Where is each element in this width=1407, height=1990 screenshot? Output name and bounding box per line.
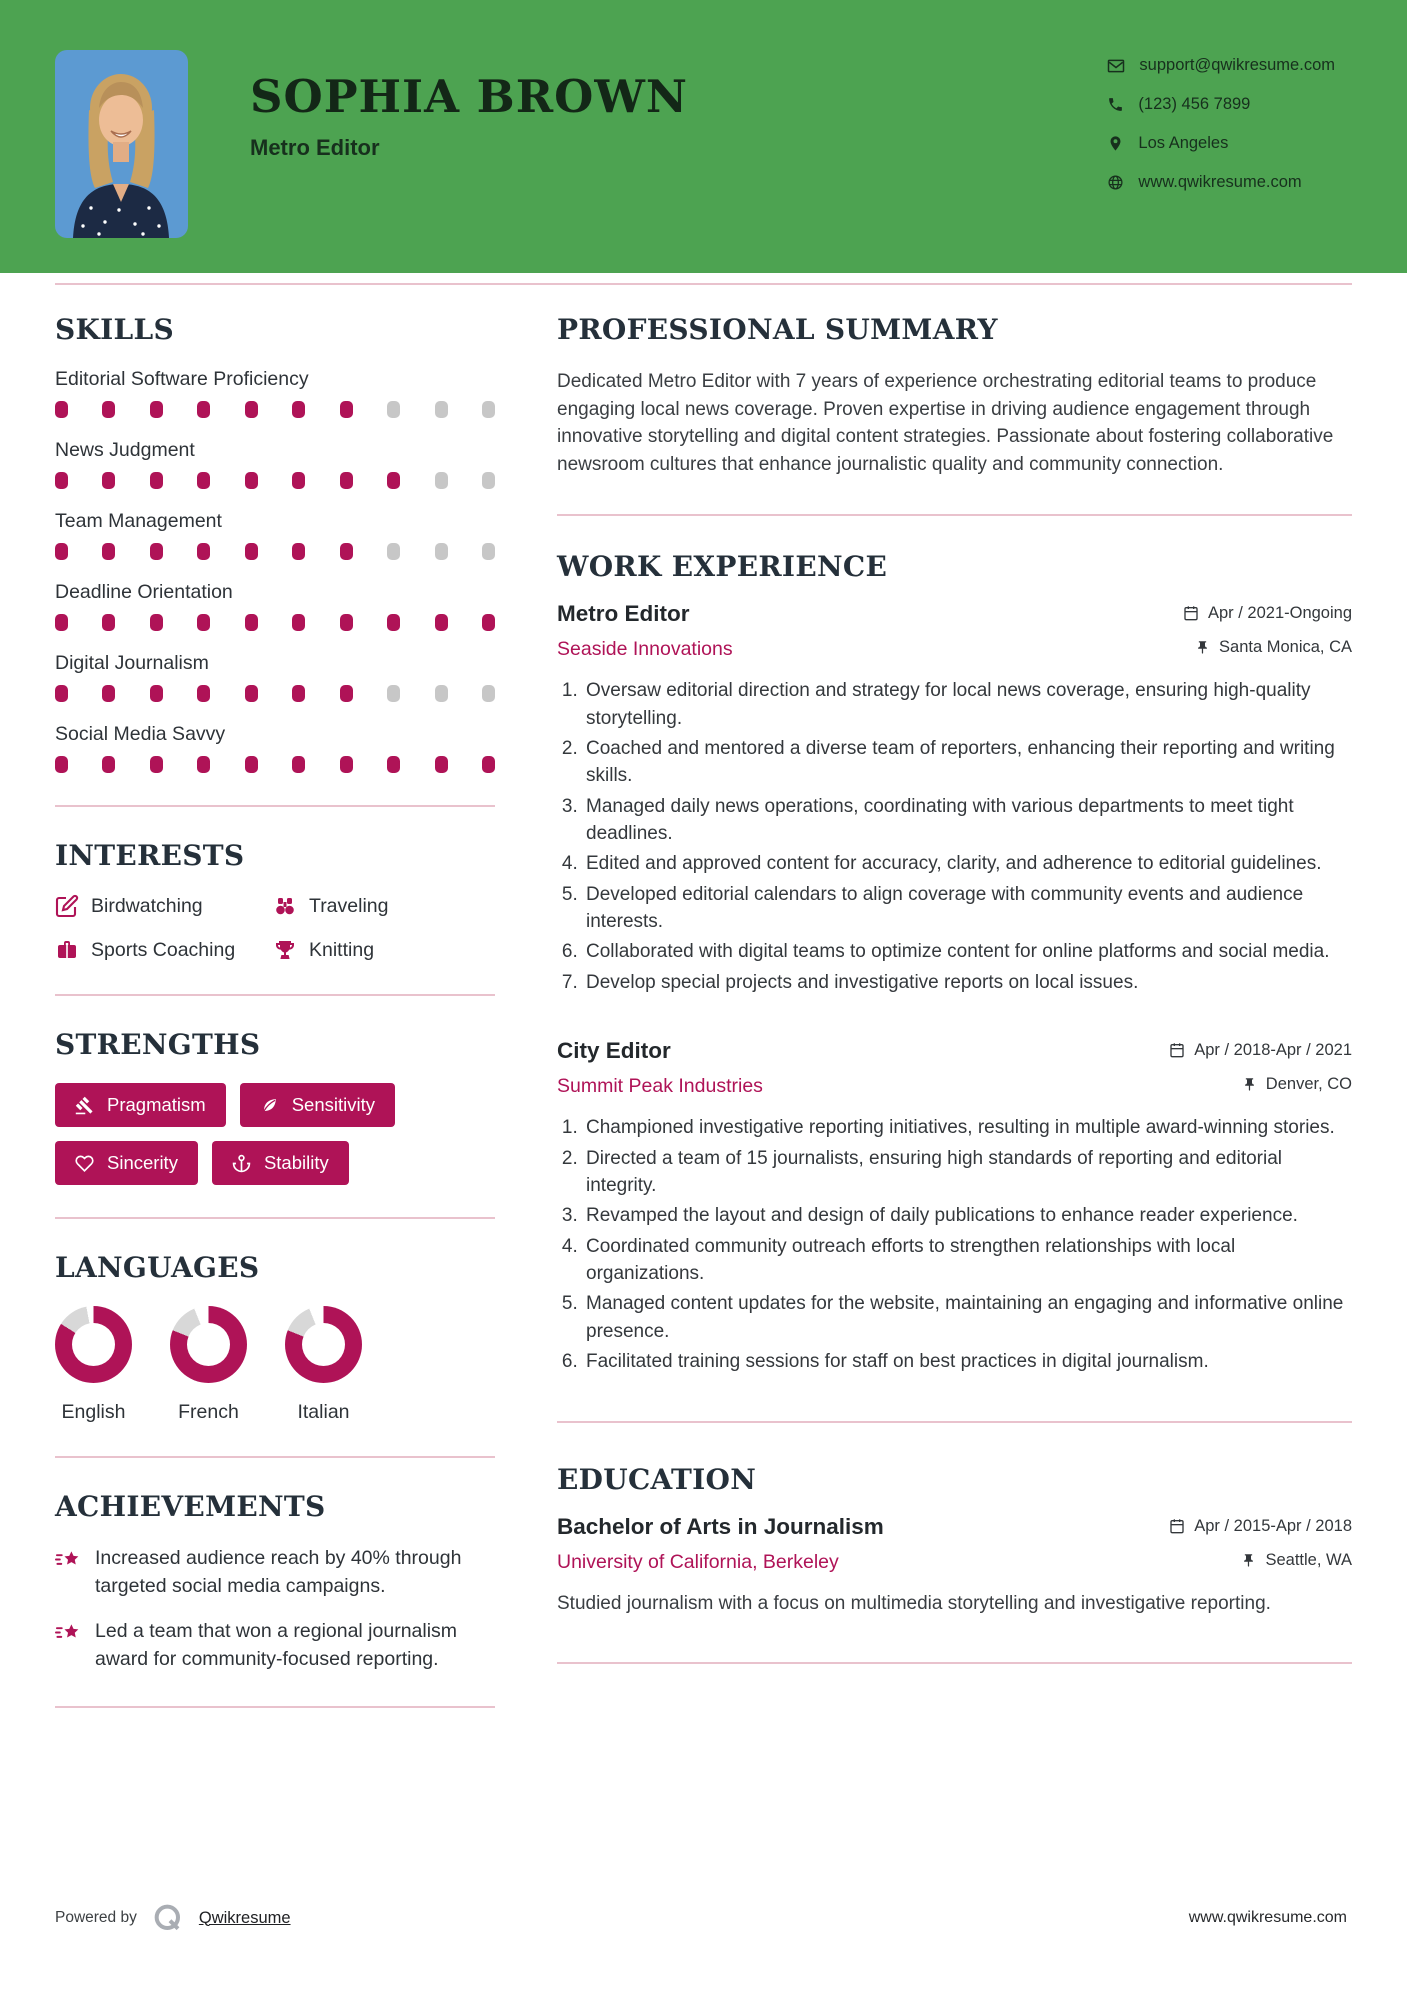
section-divider: [557, 514, 1352, 516]
strength-label: Stability: [263, 1152, 329, 1173]
section-divider: [55, 805, 495, 807]
profile-photo-illustration: [55, 50, 188, 238]
job-bullet: 2. Coached and mentored a diverse team of reporters, enhancing their reporting and writing skills.: [583, 735, 1352, 790]
calendar-icon: [1169, 1042, 1185, 1058]
rating-dot-filled: [150, 543, 163, 560]
qwikresume-logo-icon: [152, 1902, 184, 1934]
rating-dot-filled: [292, 614, 305, 631]
job-bullet: 4. Edited and approved content for accuracy, clarity, and adherence to editorial guidelines.: [583, 850, 1352, 877]
person-job-title: Metro Editor: [250, 135, 380, 160]
job-bullet: 1. Championed investigative reporting initiatives, resulting in multiple award-winning stories.: [583, 1114, 1352, 1141]
language-item: [170, 1306, 247, 1424]
leaf-icon: [260, 1096, 279, 1115]
rating-dot-filled: [435, 614, 448, 631]
powered-by-label: Powered by: [55, 1909, 137, 1926]
section-divider: [557, 1662, 1352, 1664]
rating-dot-filled: [340, 401, 353, 418]
rating-dot-filled: [292, 401, 305, 418]
job-location-text: Santa Monica, CA: [1219, 638, 1352, 657]
rating-dot-filled: [150, 614, 163, 631]
contact-location-text: Los Angeles: [1138, 134, 1229, 152]
contact-phone-text: (123) 456 7899: [1138, 95, 1251, 113]
contact-phone[interactable]: [1107, 95, 1335, 114]
job-title: Metro Editor: [557, 601, 690, 627]
job-bullets: [557, 677, 1352, 996]
contact-website[interactable]: [1107, 173, 1335, 192]
gavel-icon: [75, 1096, 94, 1115]
skill-rating: [55, 614, 495, 631]
calendar-icon: [1169, 1518, 1185, 1534]
job-location-text: Denver, CO: [1265, 1075, 1352, 1094]
location-icon: [1107, 135, 1124, 152]
job-bullets: [557, 1114, 1352, 1375]
job-bullet: 5. Developed editorial calendars to align coverage with community events and audience interests.: [583, 881, 1352, 936]
rating-dot-filled: [340, 756, 353, 773]
rating-dot-empty: [435, 472, 448, 489]
binoculars-icon: [273, 894, 297, 918]
skills-heading: SKILLS: [55, 313, 175, 346]
job-bullet: 4. Coordinated community outreach efforts to strengthen relationships with local organizations.: [583, 1233, 1352, 1288]
job-title: City Editor: [557, 1038, 671, 1064]
language-label: English: [61, 1401, 126, 1423]
language-donut-chart: [170, 1306, 247, 1383]
interests-heading: INTERESTS: [55, 839, 245, 872]
interest-label: Sports Coaching: [91, 938, 236, 961]
rating-dot-filled: [150, 756, 163, 773]
skill-label: Digital Journalism: [55, 652, 209, 674]
job-date-text: Apr / 2021-Ongoing: [1207, 603, 1352, 622]
rating-dot-empty: [482, 543, 495, 560]
pushpin-icon: [1195, 640, 1210, 655]
section-divider: [55, 1456, 495, 1458]
strength-pill: [212, 1141, 349, 1185]
rating-dot-filled: [245, 685, 258, 702]
rating-dot-filled: [102, 401, 115, 418]
shooting-star-icon: [55, 1548, 82, 1572]
rating-dot-filled: [150, 401, 163, 418]
rating-dot-filled: [102, 472, 115, 489]
rating-dot-filled: [102, 614, 115, 631]
education-heading: EDUCATION: [557, 1463, 757, 1497]
job-bullet: 2. Directed a team of 15 journalists, ensuring high standards of reporting and editorial integrity.: [583, 1145, 1352, 1200]
skill-rating: [55, 685, 495, 702]
rating-dot-filled: [245, 756, 258, 773]
heart-icon: [75, 1154, 94, 1173]
rating-dot-filled: [482, 614, 495, 631]
rating-dot-empty: [482, 472, 495, 489]
rating-dot-filled: [197, 401, 210, 418]
education-date: [1169, 1517, 1352, 1536]
language-label: French: [178, 1401, 239, 1423]
achievement-item: [55, 1618, 495, 1673]
rating-dot-filled: [197, 756, 210, 773]
interest-label: Traveling: [309, 894, 389, 917]
education-date-text: Apr / 2015-Apr / 2018: [1194, 1516, 1352, 1535]
job-bullet: 1. Oversaw editorial direction and strategy for local news coverage, ensuring high-quality storytelling.: [583, 677, 1352, 732]
job-bullet: 6. Facilitated training sessions for staff on best practices in digital journalism.: [583, 1348, 1352, 1375]
job-company: Summit Peak Industries: [557, 1075, 763, 1098]
powered-by-block: [55, 1902, 291, 1934]
job-date-text: Apr / 2018-Apr / 2021: [1194, 1040, 1352, 1059]
rating-dot-filled: [435, 756, 448, 773]
skill-rating: [55, 472, 495, 489]
job-location: [1242, 1075, 1352, 1094]
rating-dot-filled: [292, 756, 305, 773]
skill-label: Editorial Software Proficiency: [55, 368, 309, 390]
job-entry: [557, 1038, 1352, 1375]
skill-item: [55, 581, 495, 631]
rating-dot-filled: [197, 685, 210, 702]
skill-rating: [55, 401, 495, 418]
section-divider: [55, 1217, 495, 1219]
job-entry: [557, 601, 1352, 996]
rating-dot-filled: [340, 472, 353, 489]
rating-dot-filled: [150, 685, 163, 702]
qwikresume-link[interactable]: Qwikresume: [198, 1908, 291, 1927]
contact-block: [1107, 56, 1335, 212]
rating-dot-filled: [197, 472, 210, 489]
experience-heading: WORK EXPERIENCE: [557, 550, 888, 584]
strength-label: Sincerity: [107, 1152, 178, 1173]
achievement-text: Increased audience reach by 40% through targeted social media campaigns.: [95, 1547, 462, 1597]
anchor-icon: [232, 1154, 251, 1173]
calendar-icon: [1183, 605, 1199, 621]
languages-list: [55, 1306, 495, 1424]
interests-grid: [55, 894, 495, 962]
profile-photo: [55, 50, 188, 238]
strength-pill: [55, 1141, 198, 1185]
interest-label: Birdwatching: [91, 894, 203, 917]
section-divider: [55, 994, 495, 996]
rating-dot-empty: [435, 685, 448, 702]
job-company: Seaside Innovations: [557, 638, 733, 661]
right-column: [557, 313, 1352, 1740]
rating-dot-filled: [102, 543, 115, 560]
rating-dot-filled: [55, 614, 68, 631]
degree-title: Bachelor of Arts in Journalism: [557, 1514, 884, 1540]
rating-dot-empty: [435, 543, 448, 560]
strength-pill: [55, 1083, 226, 1127]
contact-location: [1107, 134, 1335, 153]
rating-dot-filled: [55, 401, 68, 418]
job-location: [1195, 638, 1352, 657]
pushpin-icon: [1241, 1553, 1256, 1568]
phone-icon: [1107, 96, 1124, 113]
interest-item: [55, 938, 273, 962]
rating-dot-filled: [482, 756, 495, 773]
rating-dot-filled: [197, 614, 210, 631]
rating-dot-filled: [387, 756, 400, 773]
skill-label: Team Management: [55, 510, 222, 532]
rating-dot-filled: [245, 614, 258, 631]
pushpin-icon: [1242, 1077, 1257, 1092]
rating-dot-filled: [245, 472, 258, 489]
rating-dot-empty: [387, 685, 400, 702]
skill-item: [55, 652, 495, 702]
edit-icon: [55, 894, 79, 918]
skill-label: Social Media Savvy: [55, 723, 226, 745]
rating-dot-filled: [55, 543, 68, 560]
rating-dot-filled: [292, 543, 305, 560]
strength-pill: [240, 1083, 395, 1127]
interest-item: [273, 938, 495, 962]
rating-dot-filled: [340, 614, 353, 631]
strength-label: Sensitivity: [291, 1094, 375, 1115]
language-donut-chart: [285, 1306, 362, 1383]
contact-website-text: www.qwikresume.com: [1138, 173, 1302, 191]
rating-dot-filled: [55, 472, 68, 489]
globe-icon: [1107, 174, 1124, 191]
language-label: Italian: [297, 1401, 350, 1423]
language-donut-chart: [55, 1306, 132, 1383]
person-name: SOPHIA BROWN: [250, 70, 688, 123]
header-band: [0, 0, 1407, 273]
rating-dot-filled: [387, 614, 400, 631]
left-column: [55, 313, 495, 1740]
page-footer: [55, 1902, 1347, 1934]
rating-dot-empty: [482, 401, 495, 418]
trophy-icon: [273, 938, 297, 962]
job-bullet: 7. Develop special projects and investigative reports on local issues.: [583, 969, 1352, 996]
section-divider: [557, 1421, 1352, 1423]
skill-rating: [55, 543, 495, 560]
rating-dot-empty: [387, 401, 400, 418]
summary-heading: PROFESSIONAL SUMMARY: [557, 313, 998, 346]
rating-dot-filled: [55, 685, 68, 702]
job-bullet: 6. Collaborated with digital teams to optimize content for online platforms and social media.: [583, 938, 1352, 965]
strengths-heading: STRENGTHS: [55, 1028, 261, 1061]
summary-text: Dedicated Metro Editor with 7 years of experience orchestrating editorial teams to produce engaging local news coverage. Proven expertise in driving audience engagement through innovative storytelling and digital content strategies. Passionate about fostering collaborative newsroom cultures that enhance journalistic quality and community connection.: [557, 371, 1334, 475]
rating-dot-filled: [102, 685, 115, 702]
rating-dot-empty: [435, 401, 448, 418]
rating-dot-filled: [245, 543, 258, 560]
briefcase-icon: [55, 938, 79, 962]
rating-dot-filled: [102, 756, 115, 773]
shooting-star-icon: [55, 1621, 82, 1645]
interest-item: [55, 894, 273, 918]
education-description: Studied journalism with a focus on multimedia storytelling and investigative reporting.: [557, 1593, 1271, 1615]
interest-label: Knitting: [309, 938, 375, 961]
rating-dot-filled: [340, 685, 353, 702]
contact-email[interactable]: [1107, 56, 1335, 75]
languages-heading: LANGUAGES: [55, 1251, 260, 1284]
achievement-item: [55, 1545, 495, 1600]
rating-dot-filled: [55, 756, 68, 773]
job-bullet: 5. Managed content updates for the website, maintaining an engaging and informative online presence.: [583, 1290, 1352, 1345]
footer-site-link[interactable]: www.qwikresume.com: [1188, 1909, 1347, 1926]
interest-item: [273, 894, 495, 918]
school-name: University of California, Berkeley: [557, 1551, 839, 1574]
skill-item: [55, 368, 495, 418]
rating-dot-empty: [482, 685, 495, 702]
rating-dot-filled: [150, 472, 163, 489]
rating-dot-filled: [387, 472, 400, 489]
section-divider: [55, 1706, 495, 1708]
rating-dot-filled: [292, 472, 305, 489]
job-date: [1169, 1041, 1352, 1060]
job-bullet: 3. Revamped the layout and design of daily publications to enhance reader experience.: [583, 1202, 1352, 1229]
mail-icon: [1107, 57, 1125, 75]
job-date: [1183, 604, 1352, 623]
language-item: [285, 1306, 362, 1424]
skill-label: News Judgment: [55, 439, 195, 461]
achievements-heading: ACHIEVEMENTS: [55, 1490, 326, 1523]
language-item: [55, 1306, 132, 1424]
skill-rating: [55, 756, 495, 773]
rating-dot-filled: [197, 543, 210, 560]
skill-item: [55, 510, 495, 560]
strength-label: Pragmatism: [107, 1094, 206, 1115]
skill-item: [55, 439, 495, 489]
education-location: [1241, 1551, 1352, 1570]
education-entry: [557, 1514, 1352, 1618]
skill-item: [55, 723, 495, 773]
achievement-text: Led a team that won a regional journalism award for community-focused reporting.: [95, 1620, 458, 1671]
education-location-text: Seattle, WA: [1265, 1551, 1352, 1570]
contact-email-text: support@qwikresume.com: [1139, 56, 1335, 74]
rating-dot-filled: [340, 543, 353, 560]
job-bullet: 3. Managed daily news operations, coordinating with various departments to meet tight deadlines.: [583, 793, 1352, 848]
skill-label: Deadline Orientation: [55, 581, 233, 603]
rating-dot-empty: [387, 543, 400, 560]
strengths-list: [55, 1083, 495, 1185]
rating-dot-filled: [245, 401, 258, 418]
rating-dot-filled: [292, 685, 305, 702]
